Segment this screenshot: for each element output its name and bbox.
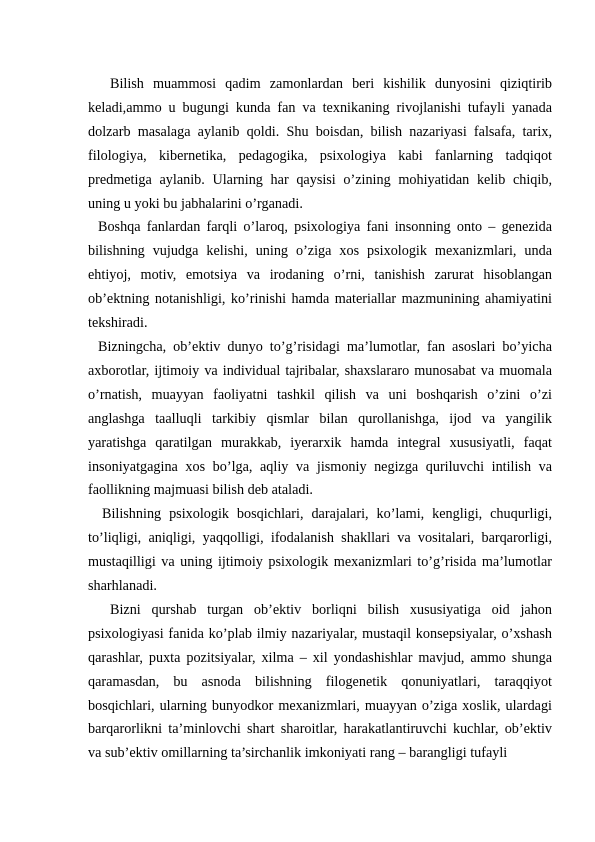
paragraph-3: Bizningcha, ob’ektiv dunyo to’g’risidagi ma’lumotlar, fan asoslari bo’yicha axborotlar, ijtimoiy va individual tajribalar, shaxslararo munosabat va muomala o’rnatish, muayyan faoliyatni tashkil qilish va uni boshqarish o’zini o’zi anglashga taalluqli tarkibiy qismlar bilan qurollanishga, ijod va yangilik yaratishga qaratilgan murakkab, iyerarxik hamda integral xususiyatli, faqat insoniyatgagina xos bo’lga, aqliy va jismoniy negizga quriluvchi intilish va faollikning majmuasi bilish deb ataladi. (88, 338, 552, 499)
paragraph-4: Bilishning psixologik bosqichlari, darajalari, ko’lami, kengligi, chuqurligi, to’liqligi, aniqligi, yaqqolligi, ifodalanish shakllari va vositalari, barqarorligi, mustaqilligi va uning ijtimoiy psixologik mexanizmlari to’g’risida ma’lumotlar sharhlanadi. (88, 506, 552, 595)
paragraph-1: Bilish muammosi qadim zamonlardan beri kishilik dunyosini qiziqtirib keladi,ammo u bugungi kunda fan va texnikaning rivojlanishi tufayli yanada dolzarb masalaga aylanib qoldi. Shu boisdan, bilish nazariyasi falsafa, tarix, filologiya, kibernetika, pedagogika, psixologiya kabi fanlarning tadqiqot predmetiga aylanib. Ularning har qaysisi o’zining mohiyatidan kelib chiqib, uning u yoki bu jabhalarini o’rganadi. (88, 76, 552, 212)
paragraph-5: Bizni qurshab turgan ob’ektiv borliqni bilish xususiyatiga oid jahon psixologiyasi fanida ko’plab ilmiy nazariyalar, mustaqil konsepsiyalar, o’xshash qarashlar, puxta pozitsiyalar, xilma – xil yondashishlar mavjud, ammo shunga qaramasdan, bu asnoda bilishning filogenetik qonuniyatlari, taraqqiyot bosqichlari, ularning bunyodkor mexanizmlari, muayyan o’ziga xoslik, ulardagi barqarorlikni ta’minlovchi shart sharoitlar, harakatlantiruvchi kuchlar, ob’ektiv va sub’ektiv omillarning ta’sirchanlik imkoniyati rang – barangligi tufayli (88, 601, 552, 762)
document-body (88, 73, 552, 766)
paragraph-2: Boshqa fanlardan farqli o’laroq, psixologiya fani insonning onto – genezida bilishning vujudga kelishi, uning o’ziga xos psixologik mexanizmlari, unda ehtiyoj, motiv, emotsiya va irodaning o’rni, tanishish zarurat hisoblangan ob’ektning notanishligi, ko’rinishi hamda materiallar mazmunining ahamiyatini tekshiradi. (88, 219, 552, 332)
